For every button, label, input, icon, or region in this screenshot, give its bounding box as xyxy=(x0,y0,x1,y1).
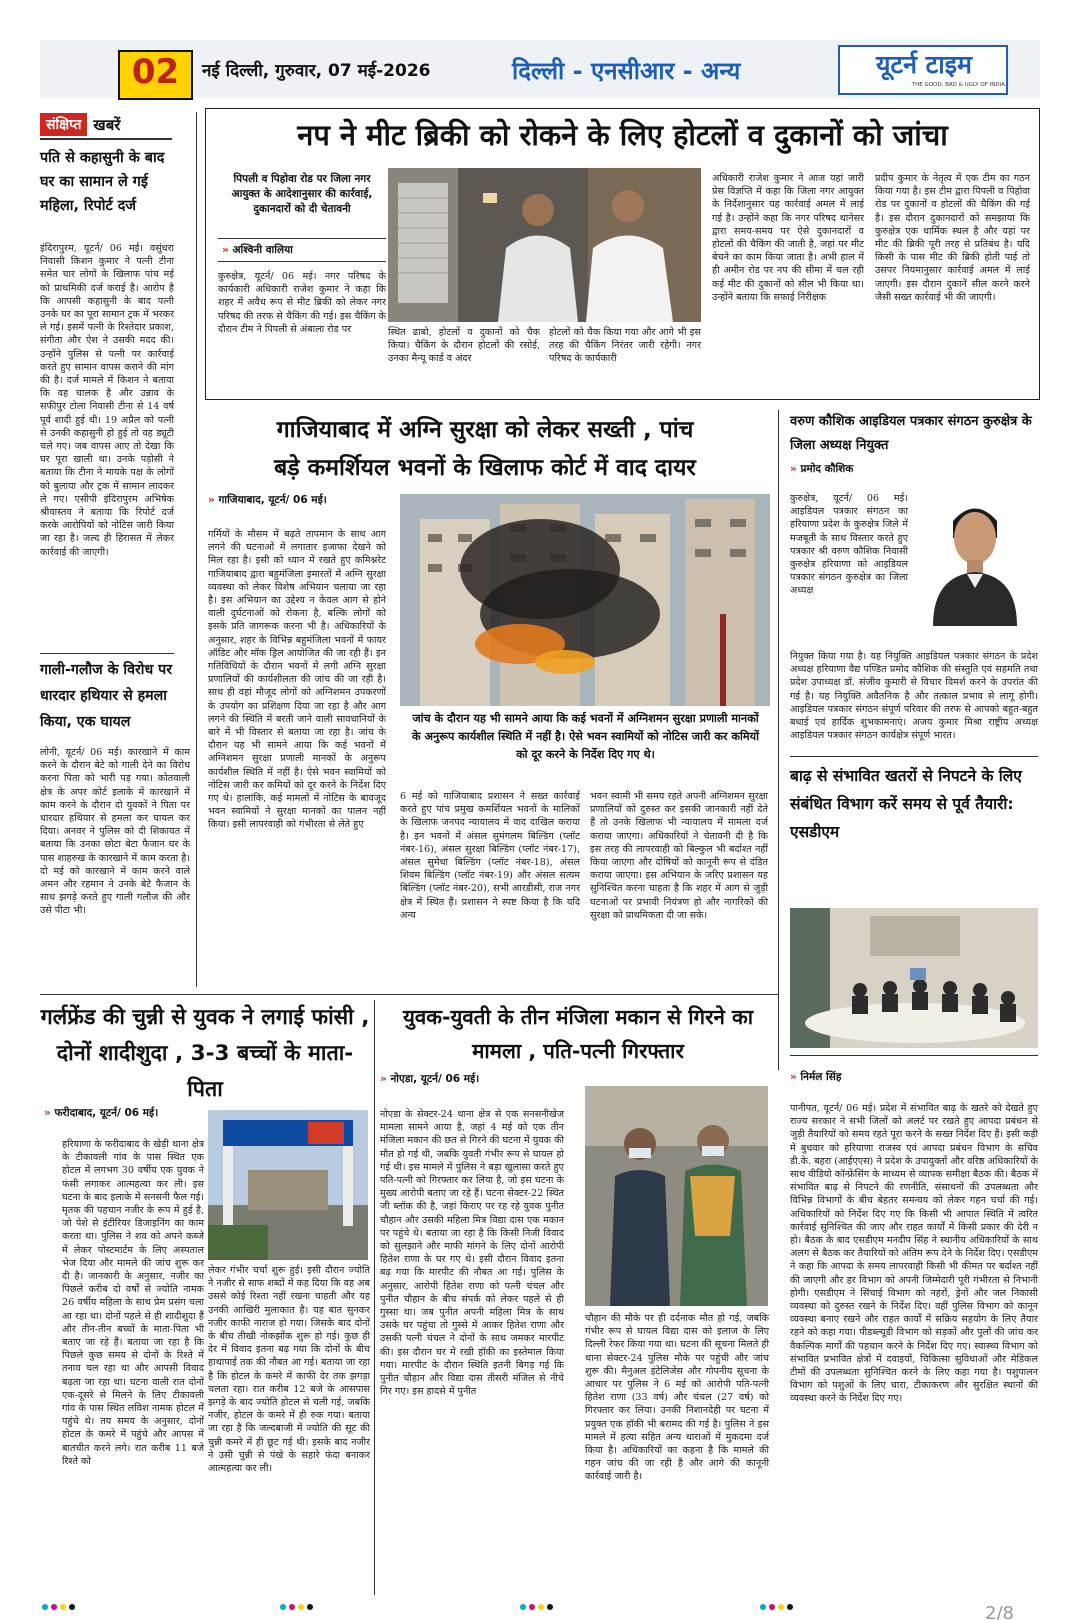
lead-col1: कुरुक्षेत्र, यूटर्न/ 06 मई। नगर परिषद के कार्यकारी अधिकारी राजेश कुमार ने कहा कि शहर में अवैध रूप से मीट ब्रिकी को लेकर नगर परिषद की तरफ से चैकिंग की गई। इस चैकिंग के दौरान टीम ने पिपली से अंबाला रोड पर xyxy=(218,271,386,335)
lead-col5: प्रदीप कुमार के नेतृत्व में एक टीम का गठन किया गया है। इस टीम द्वारा पिपली व पिहोवा रोड पर दुकानों व होटलों की चैकिंग की गई है। इस दौरान दुकानदारों को समझाया कि कुरुक्षेत्र एक धार्मिक स्थल है और यहां पर मीट की ब्रिकी पूरी तरह से प्रतिबंध है। यदि किसी के पास मीट की ब्रिकी होती पाई तो उसपर नियमानुसार कार्रवाई अमल में लाई जाएगी। इस दौरान दुकानें सील करने करने जैसी सख्त कार्रवाई भी की जाएगी। xyxy=(875,173,1030,303)
fire-headline-line2: बड़े कमर्शियल भवनों के खिलाफ कोर्ट में वाद दायर xyxy=(274,455,696,481)
footer-dots-2 xyxy=(280,1604,313,1610)
lead-byline-name: अश्विनी वालिया xyxy=(232,244,293,256)
brief-divider xyxy=(40,653,174,654)
fire-col1: गर्मियों के मौसम में बढ़ते तापमान के साथ आग लगने की घटनाओं में लगातार इजाफा देखने को मिल रहा है। इसी को ध्यान में रखते हुए कमिश्नरेट गाजियाबाद द्वारा बहुमंजिला इमारतों में अग्नि सुरक्षा व्यवस्था को लेकर विशेष अभियान चलाया जा रहा है। इस अभियान का उद्देश्य न केवल आग से होने वाली दुर्घटनाओं को रोकना है, बल्कि लोगों को इसके प्रति जागरूक करना भी है। अधिकारियों के अनुसार, शहर के विभिन्न बहुमंजिला भवनों में फायर ऑडिट और मॉक ड्रिल आयोजित की जा रही हैं। इन गतिविधियों के दौरान भवनों में लगी अग्नि सुरक्षा प्रणालियों की कार्यशीलता की जांच की जा रही है। साथ ही वहां मौजूद लोगों को अग्निशमन उपकरणों के उपयोग का प्रशिक्षण दिया जा रहा है और आग लगने की स्थिति में बरती जाने वाली सावधानियों के बारे में भी विस्तार से बताया जा रहा है। जांच के दौरान यह भी सामने आया कि कई भवनों में अग्निशमन सुरक्षा प्रणाली मानकों के अनुरूप कार्यशील स्थिति में नहीं है। ऐसे भवन स्वामियों को नोटिस जारी कर कमियों को दूर करने के निर्देश दिए गए थे। हालांकि, कई मामलों में नोटिस के बावजूद भवन स्वामियों ने सुरक्षा मानकों का पालन नहीं किया। इसी लापरवाही को गंभीरता से लेते हुए xyxy=(208,529,386,831)
lead-summary: पिपली व पिहोवा रोड पर जिला नगर आयुक्त के आदेशानुसार की कार्रवाई, दुकानदारों को दी चेतावनी xyxy=(231,173,373,215)
brief-underline xyxy=(40,138,172,140)
fire-col3: भवन स्वामी भी समय रहते अपनी अग्निशमन सुरक्षा प्रणालियों को दुरुस्त कर इसकी जानकारी नहीं देते हैं तो उनके खिलाफ भी न्यायालय में मामला दर्ज कराया जाएगा। अधिकारियों ने चेतावनी दी है कि इस तरह की लापरवाही को बिल्कुल भी बर्दाश्त नहीं किया जाएगा और दोषियों को कानूनी रूप से दंडित कराया जाएगा। इस अभियान के जरिए प्रशासन यह सुनिश्चित करना चाहता है कि शहर में आग से जुड़ी घटनाओं पर प्रभावी नियंत्रण हो और नागरिकों की सुरक्षा को प्राथमिकता दी जा सके। xyxy=(590,791,768,921)
flood-body: पानीपत, यूटर्न/ 06 मई। प्रदेश में संभावित बाढ़ के खतरे को देखते हुए राज्य सरकार ने सभी जिलों को अलर्ट पर रखते हुए आपदा प्रबंधन से जुड़ी तैयारियों को समय रहते पूरा करने के सख्त निर्देश दिए हैं। इसी कड़ी में बुधवार को हरियाणा राजस्व एवं आपदा प्रबंधन विभाग के सचिव डी.के. बहरा (आईएएस) ने प्रदेश के उपायुक्तों और वरिष्ठ अधिकारियों के साथ वीडियो कॉन्फ्रेंसिंग के माध्यम से व्यापक समीक्षा बैठक की। बैठक में संभावित बाढ़ से निपटने की रणनीति, संसाधनों की उपलब्धता और विभिन्न विभागों के बीच बेहतर समन्वय को लेकर गहन चर्चा की गई। अधिकारियों को निर्देश दिए गए कि किसी भी आपात स्थिति में त्वरित कार्रवाई सुनिश्चित की जाए और राहत कार्यों में किसी प्रकार की देरी न हो। बैठक के बाद एसडीएम मनदीप सिंह ने स्थानीय अधिकारियों के साथ अलग से बैठक कर तैयारियों को अंतिम रूप देने के निर्देश दिए। एसडीएम ने कहा कि आपदा के समय लापरवाही किसी भी कीमत पर बर्दाश्त नहीं की जाएगी और हर विभाग को अपनी जिम्मेदारी पूरी गंभीरता से निभानी होगी। एसडीएम ने सिंचाई विभाग को नहरों, ड्रेनों और जल निकासी व्यवस्था को दुरुस्त रखने के निर्देश दिए। वहीं पुलिस विभाग को कानून व्यवस्था बनाए रखने और राहत कार्यों में सक्रिय सहयोग के लिए तैयार रहने को कहा गया। पीडब्ल्यूडी विभाग को सड़कों और पुलों की जांच कर वैकल्पिक मार्गों की पहचान करने के निर्देश दिए गए। स्वास्थ्य विभाग को संभावित प्रभावित क्षेत्रों में दवाइयों, चिकित्सा सुविधाओं और मेडिकल टीमों की उपलब्धता सुनिश्चित करने के लिए कहा गया है। पशुपालन विभाग को पशुओं के लिए चारा, टीकाकरण और सुरक्षित स्थानों की व्यवस्था करने के निर्देश दिए गए। xyxy=(790,1103,1038,1405)
brief2-body: लोनी, यूटर्न/ 06 मई। कारखाने में काम करने के दौरान बेटे को गाली देने का विरोध करना पिता को भारी पड़ गया। कोतवाली क्षेत्र के अपर कोर्ट इलाके में कारखाने में काम करने के दौरान दो युवकों ने पिता पर धारदार हथियार से हमला कर घायल कर दिया। अनवर ने पुलिस को दी शिकायत में बताया कि उनका छोटा बेटा फैजान घर के पास शाहरुख के कारखाने में काम करता है। दो मई को कारखाने में काम करने वाले अमन और रहमान ने उनके बेटे फैजान के साथ झगड़े करते हुए गाली गलौज की और उसे पीटा भी। xyxy=(40,747,190,917)
suicide-byline: » फरीदाबाद, यूटर्न/ 06 मई। xyxy=(44,1107,159,1119)
sidebar-vrule xyxy=(196,112,197,987)
suicide-hotel-photo xyxy=(208,1110,368,1260)
footer-dots-1 xyxy=(42,1604,75,1610)
brief-label-b: खबरें xyxy=(93,115,121,134)
lead-summary-rule xyxy=(218,238,386,239)
dateline: नई दिल्ली, गुरुवार, 07 मई-2026 xyxy=(202,61,431,81)
brief-label-a: संक्षिप्त xyxy=(40,113,87,136)
suicide-col2: लेकर गंभीर चर्चा शुरू हुई। इसी दौरान ज्योति ने नजीर से साफ शब्दों में कह दिया कि वह अब उससे कोई रिश्ता नहीं रखना चाहती और यह उनकी आखिरी मुलाकात है। यह बात सुनकर नजीर काफी नाराज हो गया। जिसके बाद दोनों के बीच तीखी नोकझोंक शुरू हो गई। कुछ ही देर में विवाद इतना बढ़ गया कि दोनों के बीच हाथापाई तक की नौबत आ गई। बताया जा रहा है कि होटल के कमरे में काफी देर तक झगड़ा चलता रहा। रात करीब 12 बजे के आसपास झगड़े के बाद ज्योति होटल से चली गई, जबकि नजीर, होटल के कमरे में ही रुक गया। बताया जा रहा है कि जल्दबाजी में ज्योति की सूट की चुन्नी कमरे में ही छूट गई थी। इसके बाद नजीर ने उसी चुन्नी से पंखे के सहारे फंदा बनाकर आत्महत्या कर ली। xyxy=(208,1265,370,1475)
flood-byline: » निर्मल सिंह xyxy=(790,1071,842,1083)
suicide-vrule xyxy=(374,1000,375,1595)
fire-vrule xyxy=(778,410,779,1070)
brief1-body: इंदिरापुरम, यूटर्न/ 06 मई। वसुंधरा निवासी किशन कुमार ने पत्नी टीना समेत चार लोगों के खिलाफ पांच मई को प्राथमिकी दर्ज कराई है। आरोप है कि आपसी कहासुनी के बाद पत्नी उनके घर का पूरा सामान ट्रक में भरकर ले गई। इसमें पत्नी के रिश्तेदार प्रकाश, संगीता और ऐश ने उसकी मदद की। उन्होंने पुलिस से पत्नी पर कार्रवाई करते हुए सामान वापस कराने की मांग की है। दर्ज मामले में किशन ने बताया कि वह चालक है और उन्नाव के सफीपुर टोला निवासी टीना से 14 वर्ष पूर्व शादी हुई थी। 19 अप्रैल को पत्नी से उनकी कहासुनी हो हुई तो वह ड्यूटी चले गए। जब वापस आए तो देखा कि घर पूरा खाली था। उनके पड़ोसी ने बताया कि टीना ने मायके पक्ष के लोगों को बुलाया और ट्रक में सामान लादकर ले गए। एसीपी इंदिरापुरम अभिषेक श्रीवास्तव ने बताया कि रिपोर्ट दर्ज करके आरोपियों को नोटिस जारी किया जा रहा है। जल्द ही हिरासत में लेकर कार्रवाई की जाएगी। xyxy=(40,243,174,558)
lead-byline-rule xyxy=(218,261,386,262)
flood-photo-rule xyxy=(790,1055,1038,1056)
fire-photo-caption: जांच के दौरान यह भी सामने आया कि कई भवनों में अग्निशमन सुरक्षा प्रणाली मानकों के अनुरूप कार्यशील स्थिति में नहीं है। ऐसे भवन स्वामियों को नोटिस जारी कर कमियों को दूर करने के निर्देश दिए गए थे। xyxy=(412,712,759,761)
collapse-headline: युवक-युवती के तीन मंजिला मकान से गिरने का मामला , पति-पत्नी गिरफ्तार xyxy=(402,1005,754,1063)
footer-dots-4 xyxy=(760,1604,793,1610)
section-title: दिल्ली - एनसीआर - अन्य xyxy=(512,57,741,85)
brief2-headline: गाली-गलौज के विरोध पर धारदार हथियार से हमला किया, एक घायल xyxy=(40,662,172,730)
collapse-col2: चौहान की मौके पर ही दर्दनाक मौत हो गई, जबकि गंभीर रूप से घायल विद्या दास को इलाज के लिए दिल्ली रेफर किया गया था। घटना की सूचना मिलते ही थाना सेक्टर-24 पुलिस मौके पर पहुंची और जांच शुरू की। मैनुअल इंटेलिजेंस और गोपनीय सूचना के आधार पर पुलिस ने 6 मई को आरोपी पति-पत्नी हितेश राणा (33 वर्ष) और चंचल (27 वर्ष) को गिरफ्तार कर लिया। उनकी निशानदेही पर घटना में प्रयुक्त एक हॉकी भी बरामद की गई है। पुलिस ने इस मामले में हत्या सहित अन्य धाराओं में मुकदमा दर्ज किया है। अधिकारियों का कहना है कि मामले की गहन जांच की जा रही है और आगे की कानूनी कार्रवाई जारी है। xyxy=(585,1313,769,1483)
fire-byline-text: गाजियाबाद, यूटर्न/ 06 मई। xyxy=(218,494,327,506)
fire-photo xyxy=(400,494,770,706)
collapse-col1: नोएडा के सेक्टर-24 थाना क्षेत्र से एक सनसनीखेज मामला सामने आया है, जहां 4 मई को एक तीन मंजिला मकान की छत से गिरने की घटना में युवक की मौत हो गई थी, जबकि युवती गंभीर रूप से घायल हो गई थी। इस मामले में पुलिस ने बड़ा खुलासा करते हुए पति-पत्नी को गिरफ्तार कर लिया है, जो इस घटना के मुख्य आरोपी बताए जा रहे हैं। घटना सेक्टर-22 स्थित जी ब्लॉक की है, जहां किराए पर रह रहे युवक पुनीत चौहान और उसकी महिला मित्र विद्या दास एक मकान पर पहुंचे थे। बताया जा रहा है कि किसी निजी विवाद को सुलझाने और माफी मांगने के लिए दोनों आरोपी हितेश राणा के घर गए थे। इसी दौरान विवाद इतना बढ़ गया कि मारपीट की नौबत आ गई। पुलिस के अनुसार, आरोपी हितेश राणा को पत्नी चंचल और पुनीत चौहान के बीच संपर्क को लेकर पहले से ही गुस्सा था। जब पुनीत अपनी महिला मित्र के साथ उसके घर पहुंचा तो गुस्से में आकर हितेश राणा और उसकी पत्नी चंचल ने दोनों के साथ जमकर मारपीट की। इस दौरान घर में रखी हॉकी का इस्तेमाल किया गया। मारपीट के दौरान स्थिति इतनी बिगड़ गई कि पुनीत चौहान और विद्या दास तीसरी मंजिल से नीचे गिर गए। इस हादसे में पुनीत xyxy=(380,1109,564,1398)
collapse-byline-text: नोएडा, यूटर्न/ 06 मई। xyxy=(390,1073,480,1085)
patrakar-body-wide: नियुक्त किया गया है। यह नियुक्ति आइडियल पत्रकार संगठन के प्रदेश अध्यक्ष हरियाणा वैद्य पण्डित प्रमोद कौशिक की संस्तुति एवं सहमति तथा प्रदेश उपाध्यक्ष डॉ. संजीव कुमारी से विचार विमर्श करने के उपरांत की गई है। यह नियुक्ति अवैतनिक है और तत्काल प्रभाव से लागू होगी। आइडियल पत्रकार संगठन संपूर्ण परिवार की तरफ से आपको बहुत-बहुत बधाई एवं हार्दिक शुभकामनाएं। अजय कुमार मिश्रा राष्ट्रीय अध्यक्ष आइडियल पत्रकार संगठन कार्यक्षेत्र संपूर्ण भारत। xyxy=(790,651,1038,742)
lead-col2: स्थित ढाबो, होटलों व दुकानों को चैक किया। चैकिंग के दौरान होटलों की रसोई, उनका मैन्यू कार्ड व अंदर xyxy=(388,327,540,365)
suicide-byline-text: फरीदाबाद, यूटर्न/ 06 मई। xyxy=(54,1107,159,1119)
patrakar-body-narrow: कुरुक्षेत्र, यूटर्न/ 06 मई। आइडियल पत्रकार संगठन का हरियाणा प्रदेश के कुरुक्षेत्र जिले में मजबूती के साथ विस्तार करते हुए पत्रकार श्री वरुण कौशिक निवासी कुरुक्षेत्र हरियाणा को आइडियल पत्रकार संगठन कुरुक्षेत्र का जिला अध्यक्ष xyxy=(790,493,908,597)
suicide-headline: गर्लफ्रेंड की चुन्नी से युवक ने लगाई फांसी , दोनों शादीशुदा , 3-3 बच्चों के माता-पिता xyxy=(40,1005,370,1102)
flood-headline: बाढ़ से संभावित खतरों से निपटने के लिए संबंधित विभाग करें समय से पूर्व तैयारी: एसडीएम xyxy=(790,767,1022,841)
footer-dots-3 xyxy=(520,1604,553,1610)
fire-col2: 6 मई को गाजियाबाद प्रशासन ने सख्त कार्रवाई करते हुए पांच प्रमुख कमर्शियल भवनों के मालिकों के खिलाफ जनपद न्यायालय में वाद दाखिल कराया है। इन भवनों में अंसल सुमंगलम बिल्डिंग (प्लॉट नंबर-16), अंसल सुरक्षा बिल्डिंग (प्लॉट नंबर-17), अंसल सुमेधा बिल्डिंग (प्लॉट नंबर-18), अंसल शिवम बिल्डिंग (प्लॉट नंबर-19) और अंसल सत्यम बिल्डिंग (प्लॉट नंबर-20), सभी आरडीसी, राज नगर क्षेत्र में स्थित हैं। प्रशासन ने स्पष्ट किया है कि यदि अन्य xyxy=(400,791,580,921)
flood-byline-name: निर्मल सिंह xyxy=(800,1071,842,1083)
bottom-hrule xyxy=(40,994,778,995)
patrakar-headline: वरुण कौशिक आइडियल पत्रकार संगठन कुरुक्षेत्र के जिला अध्यक्ष नियुक्त xyxy=(790,414,1032,453)
logo-text: यूटर्न टाइम xyxy=(876,50,972,79)
suicide-col1: हरियाणा के फरीदाबाद के खेड़ी थाना क्षेत्र के टीकावली गांव के पास स्थित एक होटल में लगभग 30 वर्षीय एक युवक ने फंसी लगाकर आत्महत्या कर ली। इस घटना के बाद इलाके में सनसनी फैल गई। मृतक की पहचान नजीर के रूप में हुई है, जो पेशे से इंटीरियर डिजाइनिंग का काम करता था। पुलिस ने शव को अपने कब्जे में लेकर पोस्टमार्टम के लिए अस्पताल भेज दिया और मामले की जांच शुरू कर दी है। जानकारी के अनुसार, नजीर का पिछले करीब दो वर्षों से ज्योति नामक 26 वर्षीय महिला के साथ प्रेम प्रसंग चला आ रहा था। दोनों पहले से ही शादीशुदा हैं और तीन-तीन बच्चों के माता-पिता भी बताए जा रहे हैं। बताया जा रहा है कि पिछले कुछ समय से दोनों के रिश्ते में तनाव चल रहा था और आपसी विवाद बढ़ता जा रहा था। घटना वाली रात दोनों एक-दूसरे से मिलने के लिए टीकावली गांव के पास स्थित लविश नामक होटल में पहुंचे थे। तय समय के अनुसार, दोनों होटल के कमरे में पहुंचे और आपस में बातचीत करने लगे। रात करीब 11 बजे रिश्ते को xyxy=(62,1139,204,1467)
page-indicator: 2/8 xyxy=(985,1603,1014,1620)
fire-headline-line1: गाजियाबाद में अग्नि सुरक्षा को लेकर सख्ती , पांच xyxy=(276,417,694,443)
lead-photo xyxy=(388,168,701,322)
collapse-byline: » नोएडा, यूटर्न/ 06 मई। xyxy=(380,1073,480,1085)
lead-headline: नप ने मीट ब्रिकी को रोकने के लिए होटलों व दुकानों को जांचा xyxy=(297,118,948,152)
patrakar-divider xyxy=(790,756,1038,757)
flood-meeting-photo xyxy=(790,908,1038,1048)
collapse-accused-photo xyxy=(585,1086,768,1306)
lead-col3: होटलों को चैक किया गया और आगे भी इस तरह की चैकिंग निरंतर जारी रहेगी। नगर परिषद के कार्यकारी xyxy=(549,327,701,365)
page-number: 02 xyxy=(131,52,180,92)
lead-byline: » अश्विनी वालिया xyxy=(222,244,293,256)
patrakar-portrait xyxy=(913,476,1037,626)
lead-col4: अधिकारी राजेश कुमार ने आज यहां जारी प्रेस विज्ञप्ति में कहा कि जिला नगर आयुक्त के निर्देशानुसार यह कार्रवाई अमल में लाई गई है। उन्होंने कहा कि नगर परिषद थानेसर द्वारा समय-समय पर ऐसे दुकानदारों व होटलों की चैकिंग की जाती है, जहां पर मीट बेचने का काम किया जाता है। अभी हाल में ही अमीन रोड पर नप की सीमा में चल रही कई मीट की दुकानों को सील भी किया था। उन्होंने बताया कि सफाई निरीक्षक xyxy=(712,173,864,303)
brief1-headline: पति से कहासुनी के बाद घर का सामान ले गई महिला, रिपोर्ट दर्ज xyxy=(40,150,165,214)
patrakar-byline-name: प्रमोद कौशिक xyxy=(800,463,854,475)
brief-label xyxy=(40,112,172,137)
fire-byline: » गाजियाबाद, यूटर्न/ 06 मई। xyxy=(208,494,327,506)
patrakar-byline: » प्रमोद कौशिक xyxy=(790,463,854,475)
logo-tagline: THE GOOD, BAD & UGLY OF INDIA xyxy=(911,82,1005,88)
